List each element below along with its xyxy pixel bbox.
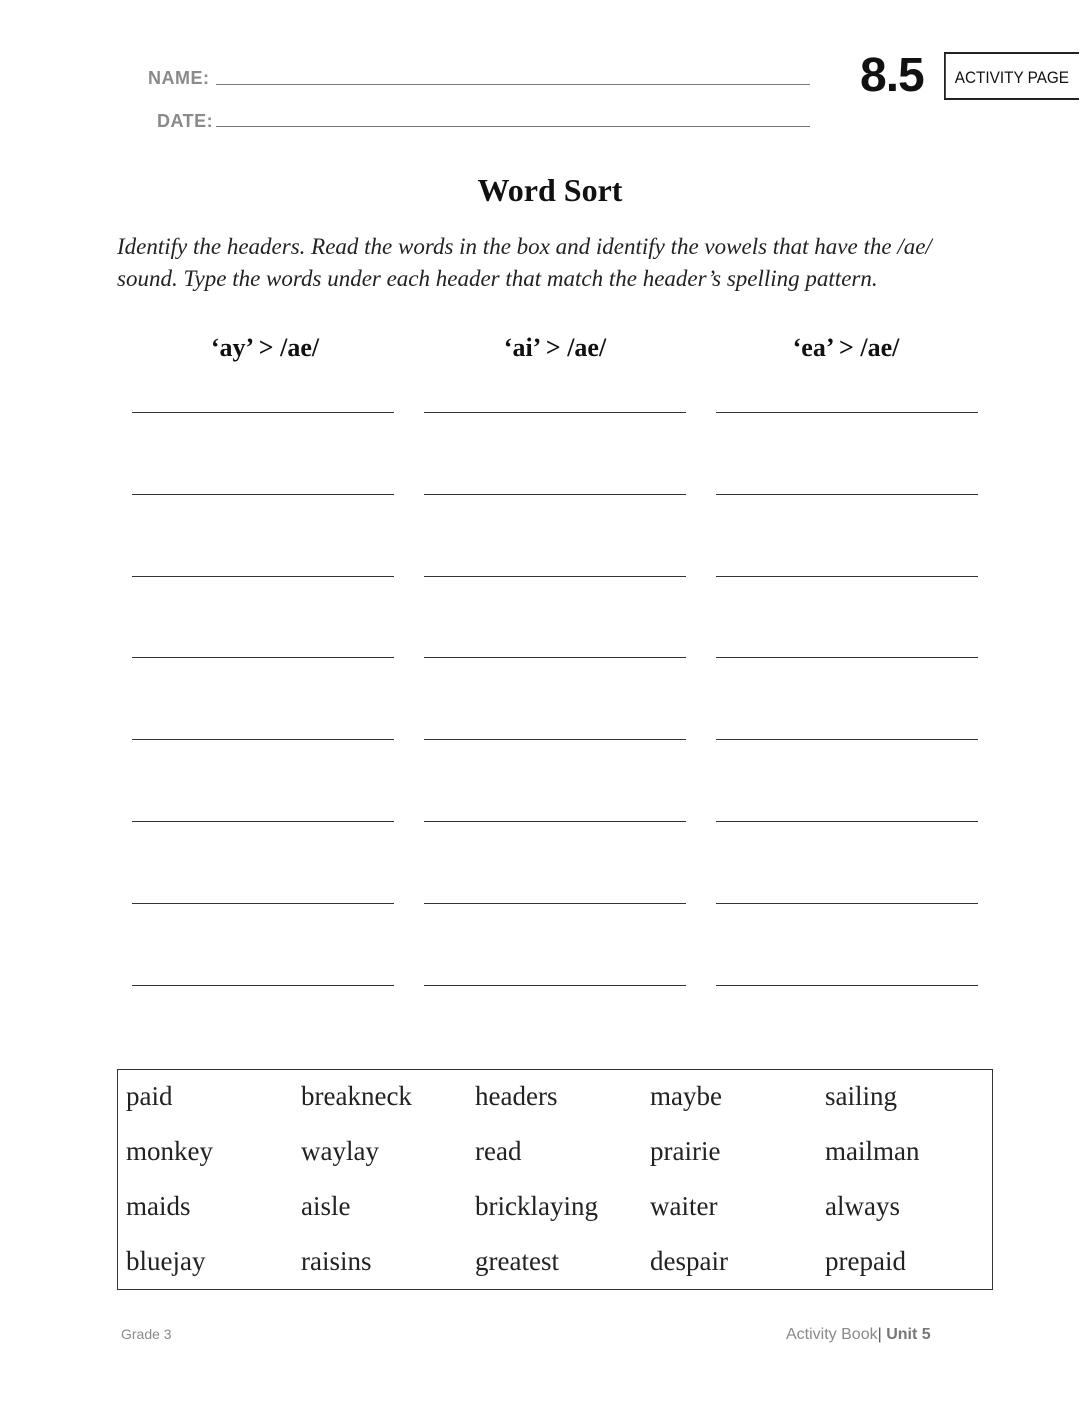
- word-box-word: bluejay: [126, 1246, 206, 1276]
- answer-line-ai-2[interactable]: [424, 494, 686, 495]
- answer-line-ea-1[interactable]: [716, 412, 978, 413]
- word-box-word: raisins: [301, 1246, 372, 1276]
- answer-line-ay-3[interactable]: [132, 576, 394, 577]
- answer-line-ay-1[interactable]: [132, 412, 394, 413]
- answer-line-ea-2[interactable]: [716, 494, 978, 495]
- answer-line-ay-4[interactable]: [132, 657, 394, 658]
- word-box-word: mailman: [825, 1136, 920, 1166]
- word-box-word: maids: [126, 1191, 191, 1221]
- answer-line-ay-7[interactable]: [132, 903, 394, 904]
- column-header-ea: ‘ea’ > /ae/: [792, 333, 900, 362]
- word-box-word: prepaid: [825, 1246, 906, 1276]
- column-header-ay: ‘ay’ > /ae/: [210, 333, 320, 362]
- answer-line-ai-8[interactable]: [424, 985, 686, 986]
- answer-line-ea-6[interactable]: [716, 821, 978, 822]
- word-box-word: sailing: [825, 1081, 897, 1111]
- footer-book-unit: [786, 1326, 931, 1344]
- word-box-word: monkey: [126, 1136, 213, 1166]
- word-box-word: breakneck: [301, 1081, 412, 1111]
- word-box-word: waylay: [301, 1136, 379, 1166]
- word-box-word: maybe: [650, 1081, 722, 1111]
- word-box-word: aisle: [301, 1191, 351, 1221]
- answer-line-ay-2[interactable]: [132, 494, 394, 495]
- word-box-word: headers: [475, 1081, 558, 1111]
- word-box-word: read: [475, 1136, 522, 1166]
- answer-line-ai-3[interactable]: [424, 576, 686, 577]
- word-box: [117, 1069, 993, 1290]
- footer-book: Activity Book: [786, 1326, 878, 1343]
- answer-line-ay-6[interactable]: [132, 821, 394, 822]
- word-box-word: prairie: [650, 1136, 721, 1166]
- footer-grade: Grade 3: [121, 1326, 172, 1342]
- activity-page-label: ACTIVITY PAGE: [944, 52, 1079, 100]
- answer-line-ea-7[interactable]: [716, 903, 978, 904]
- activity-number: 8.5: [860, 49, 924, 102]
- answer-line-ai-1[interactable]: [424, 412, 686, 413]
- word-box-word: always: [825, 1191, 900, 1221]
- page-title: Word Sort: [477, 172, 623, 208]
- answer-line-ea-3[interactable]: [716, 576, 978, 577]
- answer-line-ai-4[interactable]: [424, 657, 686, 658]
- answer-line-ay-8[interactable]: [132, 985, 394, 986]
- answer-line-ai-7[interactable]: [424, 903, 686, 904]
- word-box-word: despair: [650, 1246, 728, 1276]
- column-header-ai: ‘ai’ > /ae/: [503, 333, 607, 362]
- answer-line-ai-6[interactable]: [424, 821, 686, 822]
- footer-unit: Unit 5: [886, 1326, 931, 1343]
- word-box-word: greatest: [475, 1246, 559, 1276]
- word-box-word: waiter: [650, 1191, 718, 1221]
- footer-separator: |: [877, 1326, 882, 1343]
- answer-line-ea-5[interactable]: [716, 739, 978, 740]
- instructions: Identify the headers. Read the words in the box and identify the vowels that have the /ae/ sound. Type the words under each header that match the header’s spelling pattern.: [117, 234, 932, 291]
- answer-line-ea-8[interactable]: [716, 985, 978, 986]
- date-field[interactable]: [216, 126, 810, 127]
- name-field[interactable]: [216, 84, 810, 85]
- word-box-word: paid: [126, 1081, 173, 1111]
- name-label: NAME:: [148, 68, 210, 88]
- word-box-word: bricklaying: [475, 1191, 598, 1221]
- date-label: DATE:: [157, 111, 214, 131]
- answer-line-ea-4[interactable]: [716, 657, 978, 658]
- answer-line-ay-5[interactable]: [132, 739, 394, 740]
- answer-line-ai-5[interactable]: [424, 739, 686, 740]
